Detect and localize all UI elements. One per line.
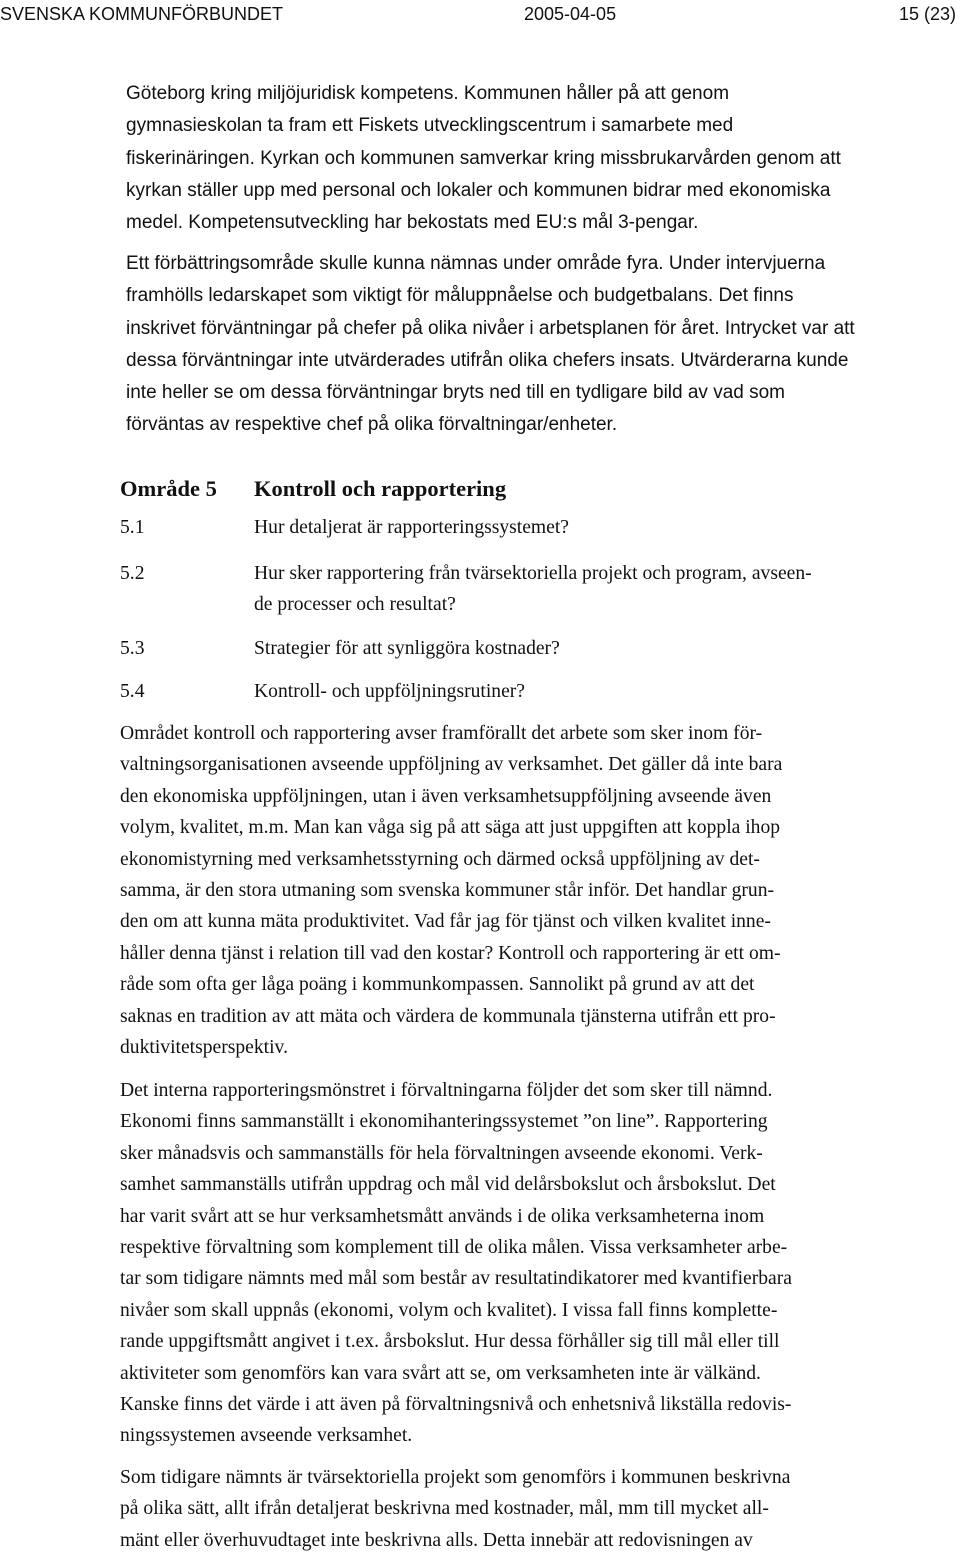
body-paragraph-3 — [120, 1462, 790, 1556]
section-title: Kontroll och rapportering — [254, 476, 507, 501]
text-line: fiskerinäringen. Kyrkan och kommunen samverkar kring missbrukarvården genom att — [126, 147, 841, 169]
question-text: Strategier för att synliggöra kostnader? — [254, 638, 560, 659]
text-line: ekonomistyrning med verksamhetsstyrning och därmed också uppföljning av det- — [120, 848, 760, 870]
text-line: Ett förbättringsområde skulle kunna nämnas under område fyra. Under intervjuerna — [126, 253, 826, 274]
text-line: aktiviteter som genomförs kan vara svårt att se, om verksamheten inte är välkänd. — [120, 1362, 761, 1384]
text-line: håller denna tjänst i relation till vad den kostar? Kontroll och rapportering är ett om- — [120, 942, 781, 964]
text-line: den ekonomiska uppföljningen, utan i även verksamhetsuppföljning avseende även — [120, 785, 772, 807]
text-line: kyrkan ställer upp med personal och lokaler och kommunen bidrar med ekonomiska — [126, 179, 831, 201]
text-line: respektive förvaltning som komplement till de olika målen. Vissa verksamheter arbe- — [120, 1237, 788, 1259]
area4-paragraph — [126, 248, 855, 442]
question-text: de processer och resultat? — [254, 594, 456, 615]
text-line: samhet sammanställs utifrån uppdrag och mål vid delårsbokslut och årsbokslut. Det — [120, 1174, 776, 1196]
question-text: Hur detaljerat är rapporteringssystemet? — [254, 517, 570, 538]
text-line: gymnasieskolan ta fram ett Fiskets utvecklingscentrum i samarbete med — [126, 115, 734, 137]
question-number: 5.2 — [120, 563, 145, 584]
page-header — [0, 2, 960, 26]
text-line: volym, kvalitet, m.m. Man kan våga sig på att säga att just uppgiften att koppla ihop — [120, 817, 781, 839]
body-paragraph-2 — [120, 1075, 792, 1452]
text-line: nivåer som skall uppnås (ekonomi, volym och kvalitet). I vissa fall finns komplette- — [120, 1299, 778, 1321]
text-line: har varit svårt att se hur verksamhetsmått används i de olika verksamheterna inom — [120, 1205, 765, 1227]
intro-paragraph — [126, 78, 841, 239]
text-line: förväntas av respektive chef på olika förvaltningar/enheter. — [126, 414, 618, 436]
question-number: 5.3 — [120, 638, 145, 659]
text-line: råde som ofta ger låga poäng i kommunkompassen. Sannolikt på grund av att det — [120, 974, 755, 996]
text-line: Området kontroll och rapportering avser framförallt det arbete som sker inom för- — [120, 723, 763, 744]
header-organization: SVENSKA KOMMUNFÖRBUNDET — [0, 4, 284, 24]
text-line: framhölls ledarskapet som viktigt för måluppnåelse och budgetbalans. Det finns — [126, 285, 794, 307]
question-number: 5.1 — [120, 517, 145, 538]
text-line: Det interna rapporteringsmönstret i förvaltningarna följder det som sker till nämnd. — [120, 1080, 773, 1101]
text-line: mänt eller överhuvudtaget inte beskrivna alls. Detta innebär att redovisningen av — [120, 1529, 753, 1551]
text-line: medel. Kompetensutveckling har bekostats med EU:s mål 3-pengar. — [126, 212, 699, 234]
question-text: Kontroll- och uppföljningsrutiner? — [254, 681, 525, 702]
question-text: Hur sker rapportering från tvärsektoriella projekt och program, avseen- — [254, 563, 812, 584]
text-line: den om att kunna mäta produktivitet. Vad får jag för tjänst och vilken kvalitet inne- — [120, 911, 771, 933]
text-line: på olika sätt, allt ifrån detaljerat beskrivna med kostnader, mål, mm till mycket all- — [120, 1498, 769, 1520]
text-line: dessa förväntningar inte utvärderades utifrån olika chefers insats. Utvärderarna kunde — [126, 349, 849, 371]
header-date: 2005-04-05 — [524, 4, 617, 24]
text-line: samma, är den stora utmaning som svenska kommuner står inför. Det handlar grun- — [120, 880, 775, 902]
text-line: valtningsorganisationen avseende uppföljning av verksamhet. Det gäller då inte bara — [120, 754, 783, 776]
text-line: inte heller se om dessa förväntningar bryts ned till en tydligare bild av vad som — [126, 382, 786, 404]
text-line: tar som tidigare nämnts med mål som består av resultatindikatorer med kvantifierbara — [120, 1268, 792, 1290]
text-line: Kanske finns det värde i att även på förvaltningsnivå och enhetsnivå likställa redovis- — [120, 1394, 792, 1416]
text-line: inskrivet förväntningar på chefer på olika nivåer i arbetsplanen för året. Intrycket var att — [126, 317, 855, 339]
body-paragraph-1 — [120, 718, 782, 1063]
header-page-number: 15 (23) — [898, 4, 956, 24]
text-line: ningssystemen avseende verksamhet. — [120, 1425, 413, 1447]
text-line: Göteborg kring miljöjuridisk kompetens. Kommunen håller på att genom — [126, 83, 730, 104]
question-number: 5.4 — [120, 681, 145, 702]
text-line: sker månadsvis och sammanställs för hela förvaltningen avseende ekonomi. Verk- — [120, 1142, 763, 1164]
section-number: Område 5 — [120, 476, 217, 501]
text-line: rande uppgiftsmått angivet i t.ex. årsbokslut. Hur dessa förhåller sig till mål eller till — [120, 1331, 780, 1353]
text-line: duktivitetsperspektiv. — [120, 1037, 288, 1059]
text-line: Som tidigare nämnts är tvärsektoriella projekt som genomförs i kommunen beskrivna — [120, 1467, 791, 1488]
text-line: saknas en tradition av att mäta och värdera de kommunala tjänsterna utifrån ett pro- — [120, 1005, 776, 1027]
text-line: Ekonomi finns sammanställt i ekonomihanteringssystemet ”on line”. Rapportering — [120, 1111, 768, 1133]
